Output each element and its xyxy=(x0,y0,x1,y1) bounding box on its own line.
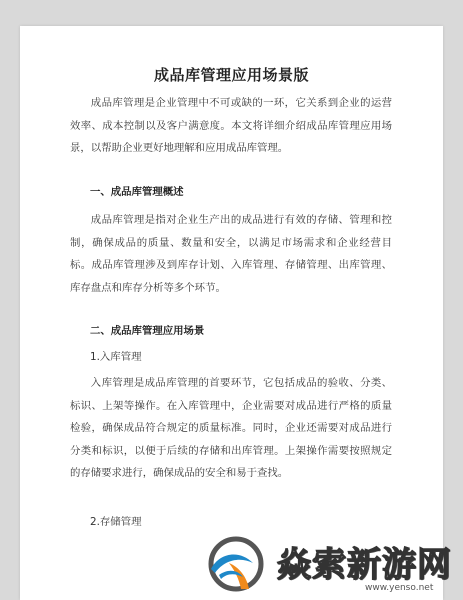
item2-title: 2.存储管理 xyxy=(90,516,142,528)
section2-heading: 二、成品库管理应用场景 xyxy=(90,325,205,337)
section1-heading: 一、成品库管理概述 xyxy=(90,186,184,198)
section1-paragraph: 成品库管理是指对企业生产出的成品进行有效的存储、管理和控制，确保成品的质量、数量和安全，以满足市场需求和企业经营目标。成品库管理涉及到库存计划、入库管理、存储管理、出库管理、库存盘点和库存分析等多个环节。 xyxy=(70,214,392,294)
brand-logo-icon xyxy=(205,533,267,595)
document-title: 成品库管理应用场景版 xyxy=(153,66,309,84)
watermark-brand-text: 焱索新游网 xyxy=(277,545,452,585)
item1-title: 1.入库管理 xyxy=(90,351,142,363)
intro-paragraph: 成品库管理是企业管理中不可或缺的一环，它关系到企业的运营效率、成本控制以及客户满意度。本文将详细介绍成品库管理应用场景，以帮助企业更好地理解和应用成品库管理。 xyxy=(70,97,392,154)
document-page xyxy=(20,26,443,600)
watermark-url: www.yenso.net xyxy=(365,583,434,593)
item1-paragraph: 入库管理是成品库管理的首要环节，它包括成品的验收、分类、标识、上架等操作。在入库管理中，企业需要对成品进行严格的质量检验，确保成品符合规定的质量标准。同时，企业还需要对成品进行分类和标识，以便于后续的存储和出库管理。上架操作需要按照规定的存储要求进行，确保成品的安全和易于查找。 xyxy=(70,377,392,479)
watermark xyxy=(195,525,463,600)
